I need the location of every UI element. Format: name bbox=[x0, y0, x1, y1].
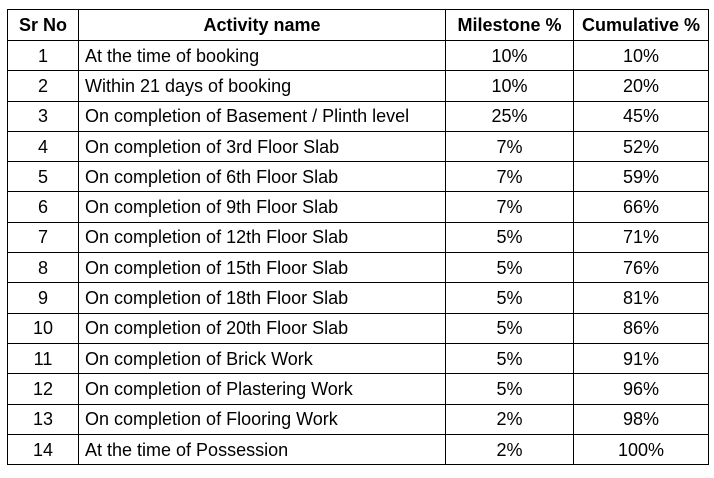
header-milestone-percent: Milestone % bbox=[446, 10, 574, 41]
cell-cumulative-percent: 66% bbox=[574, 192, 709, 222]
cell-cumulative-percent: 86% bbox=[574, 313, 709, 343]
cell-cumulative-percent: 20% bbox=[574, 71, 709, 101]
cell-cumulative-percent: 96% bbox=[574, 374, 709, 404]
cell-cumulative-percent: 52% bbox=[574, 131, 709, 161]
cell-cumulative-percent: 76% bbox=[574, 253, 709, 283]
table-row bbox=[8, 434, 709, 464]
cell-milestone-percent: 2% bbox=[446, 404, 574, 434]
cell-milestone-percent: 5% bbox=[446, 253, 574, 283]
cell-sr-no: 13 bbox=[8, 404, 79, 434]
cell-activity-name: On completion of 18th Floor Slab bbox=[79, 283, 446, 313]
cell-activity-name: On completion of Brick Work bbox=[79, 343, 446, 373]
header-cumulative-percent: Cumulative % bbox=[574, 10, 709, 41]
cell-sr-no: 5 bbox=[8, 162, 79, 192]
table-body bbox=[8, 41, 709, 465]
cell-cumulative-percent: 59% bbox=[574, 162, 709, 192]
cell-activity-name: At the time of Possession bbox=[79, 434, 446, 464]
cell-sr-no: 10 bbox=[8, 313, 79, 343]
cell-milestone-percent: 5% bbox=[446, 343, 574, 373]
cell-activity-name: On completion of 9th Floor Slab bbox=[79, 192, 446, 222]
cell-sr-no: 6 bbox=[8, 192, 79, 222]
cell-activity-name: Within 21 days of booking bbox=[79, 71, 446, 101]
table-row bbox=[8, 162, 709, 192]
table-row bbox=[8, 41, 709, 71]
table-header bbox=[8, 10, 709, 41]
cell-milestone-percent: 5% bbox=[446, 374, 574, 404]
cell-cumulative-percent: 10% bbox=[574, 41, 709, 71]
table-row bbox=[8, 313, 709, 343]
cell-cumulative-percent: 45% bbox=[574, 101, 709, 131]
table-row bbox=[8, 404, 709, 434]
cell-activity-name: On completion of 20th Floor Slab bbox=[79, 313, 446, 343]
cell-sr-no: 14 bbox=[8, 434, 79, 464]
payment-schedule-table bbox=[7, 9, 709, 465]
cell-sr-no: 11 bbox=[8, 343, 79, 373]
cell-milestone-percent: 10% bbox=[446, 41, 574, 71]
cell-sr-no: 7 bbox=[8, 222, 79, 252]
cell-sr-no: 12 bbox=[8, 374, 79, 404]
cell-sr-no: 4 bbox=[8, 131, 79, 161]
cell-cumulative-percent: 98% bbox=[574, 404, 709, 434]
payment-schedule-table-wrapper bbox=[7, 9, 709, 465]
cell-milestone-percent: 5% bbox=[446, 222, 574, 252]
table-row bbox=[8, 131, 709, 161]
cell-milestone-percent: 7% bbox=[446, 162, 574, 192]
cell-cumulative-percent: 91% bbox=[574, 343, 709, 373]
cell-sr-no: 8 bbox=[8, 253, 79, 283]
cell-sr-no: 3 bbox=[8, 101, 79, 131]
table-row bbox=[8, 283, 709, 313]
cell-milestone-percent: 7% bbox=[446, 131, 574, 161]
cell-milestone-percent: 7% bbox=[446, 192, 574, 222]
header-sr-no: Sr No bbox=[8, 10, 79, 41]
cell-milestone-percent: 5% bbox=[446, 283, 574, 313]
table-row bbox=[8, 343, 709, 373]
cell-activity-name: On completion of 15th Floor Slab bbox=[79, 253, 446, 283]
table-row bbox=[8, 222, 709, 252]
table-row bbox=[8, 101, 709, 131]
cell-activity-name: On completion of 3rd Floor Slab bbox=[79, 131, 446, 161]
cell-milestone-percent: 25% bbox=[446, 101, 574, 131]
header-row bbox=[8, 10, 709, 41]
cell-milestone-percent: 10% bbox=[446, 71, 574, 101]
cell-milestone-percent: 2% bbox=[446, 434, 574, 464]
table-row bbox=[8, 374, 709, 404]
cell-activity-name: On completion of Plastering Work bbox=[79, 374, 446, 404]
header-activity-name: Activity name bbox=[79, 10, 446, 41]
cell-activity-name: On completion of 6th Floor Slab bbox=[79, 162, 446, 192]
cell-sr-no: 9 bbox=[8, 283, 79, 313]
cell-activity-name: At the time of booking bbox=[79, 41, 446, 71]
cell-sr-no: 2 bbox=[8, 71, 79, 101]
cell-sr-no: 1 bbox=[8, 41, 79, 71]
cell-activity-name: On completion of Basement / Plinth level bbox=[79, 101, 446, 131]
cell-cumulative-percent: 71% bbox=[574, 222, 709, 252]
table-row bbox=[8, 71, 709, 101]
cell-activity-name: On completion of Flooring Work bbox=[79, 404, 446, 434]
cell-milestone-percent: 5% bbox=[446, 313, 574, 343]
cell-activity-name: On completion of 12th Floor Slab bbox=[79, 222, 446, 252]
cell-cumulative-percent: 100% bbox=[574, 434, 709, 464]
table-row bbox=[8, 192, 709, 222]
table-row bbox=[8, 253, 709, 283]
cell-cumulative-percent: 81% bbox=[574, 283, 709, 313]
